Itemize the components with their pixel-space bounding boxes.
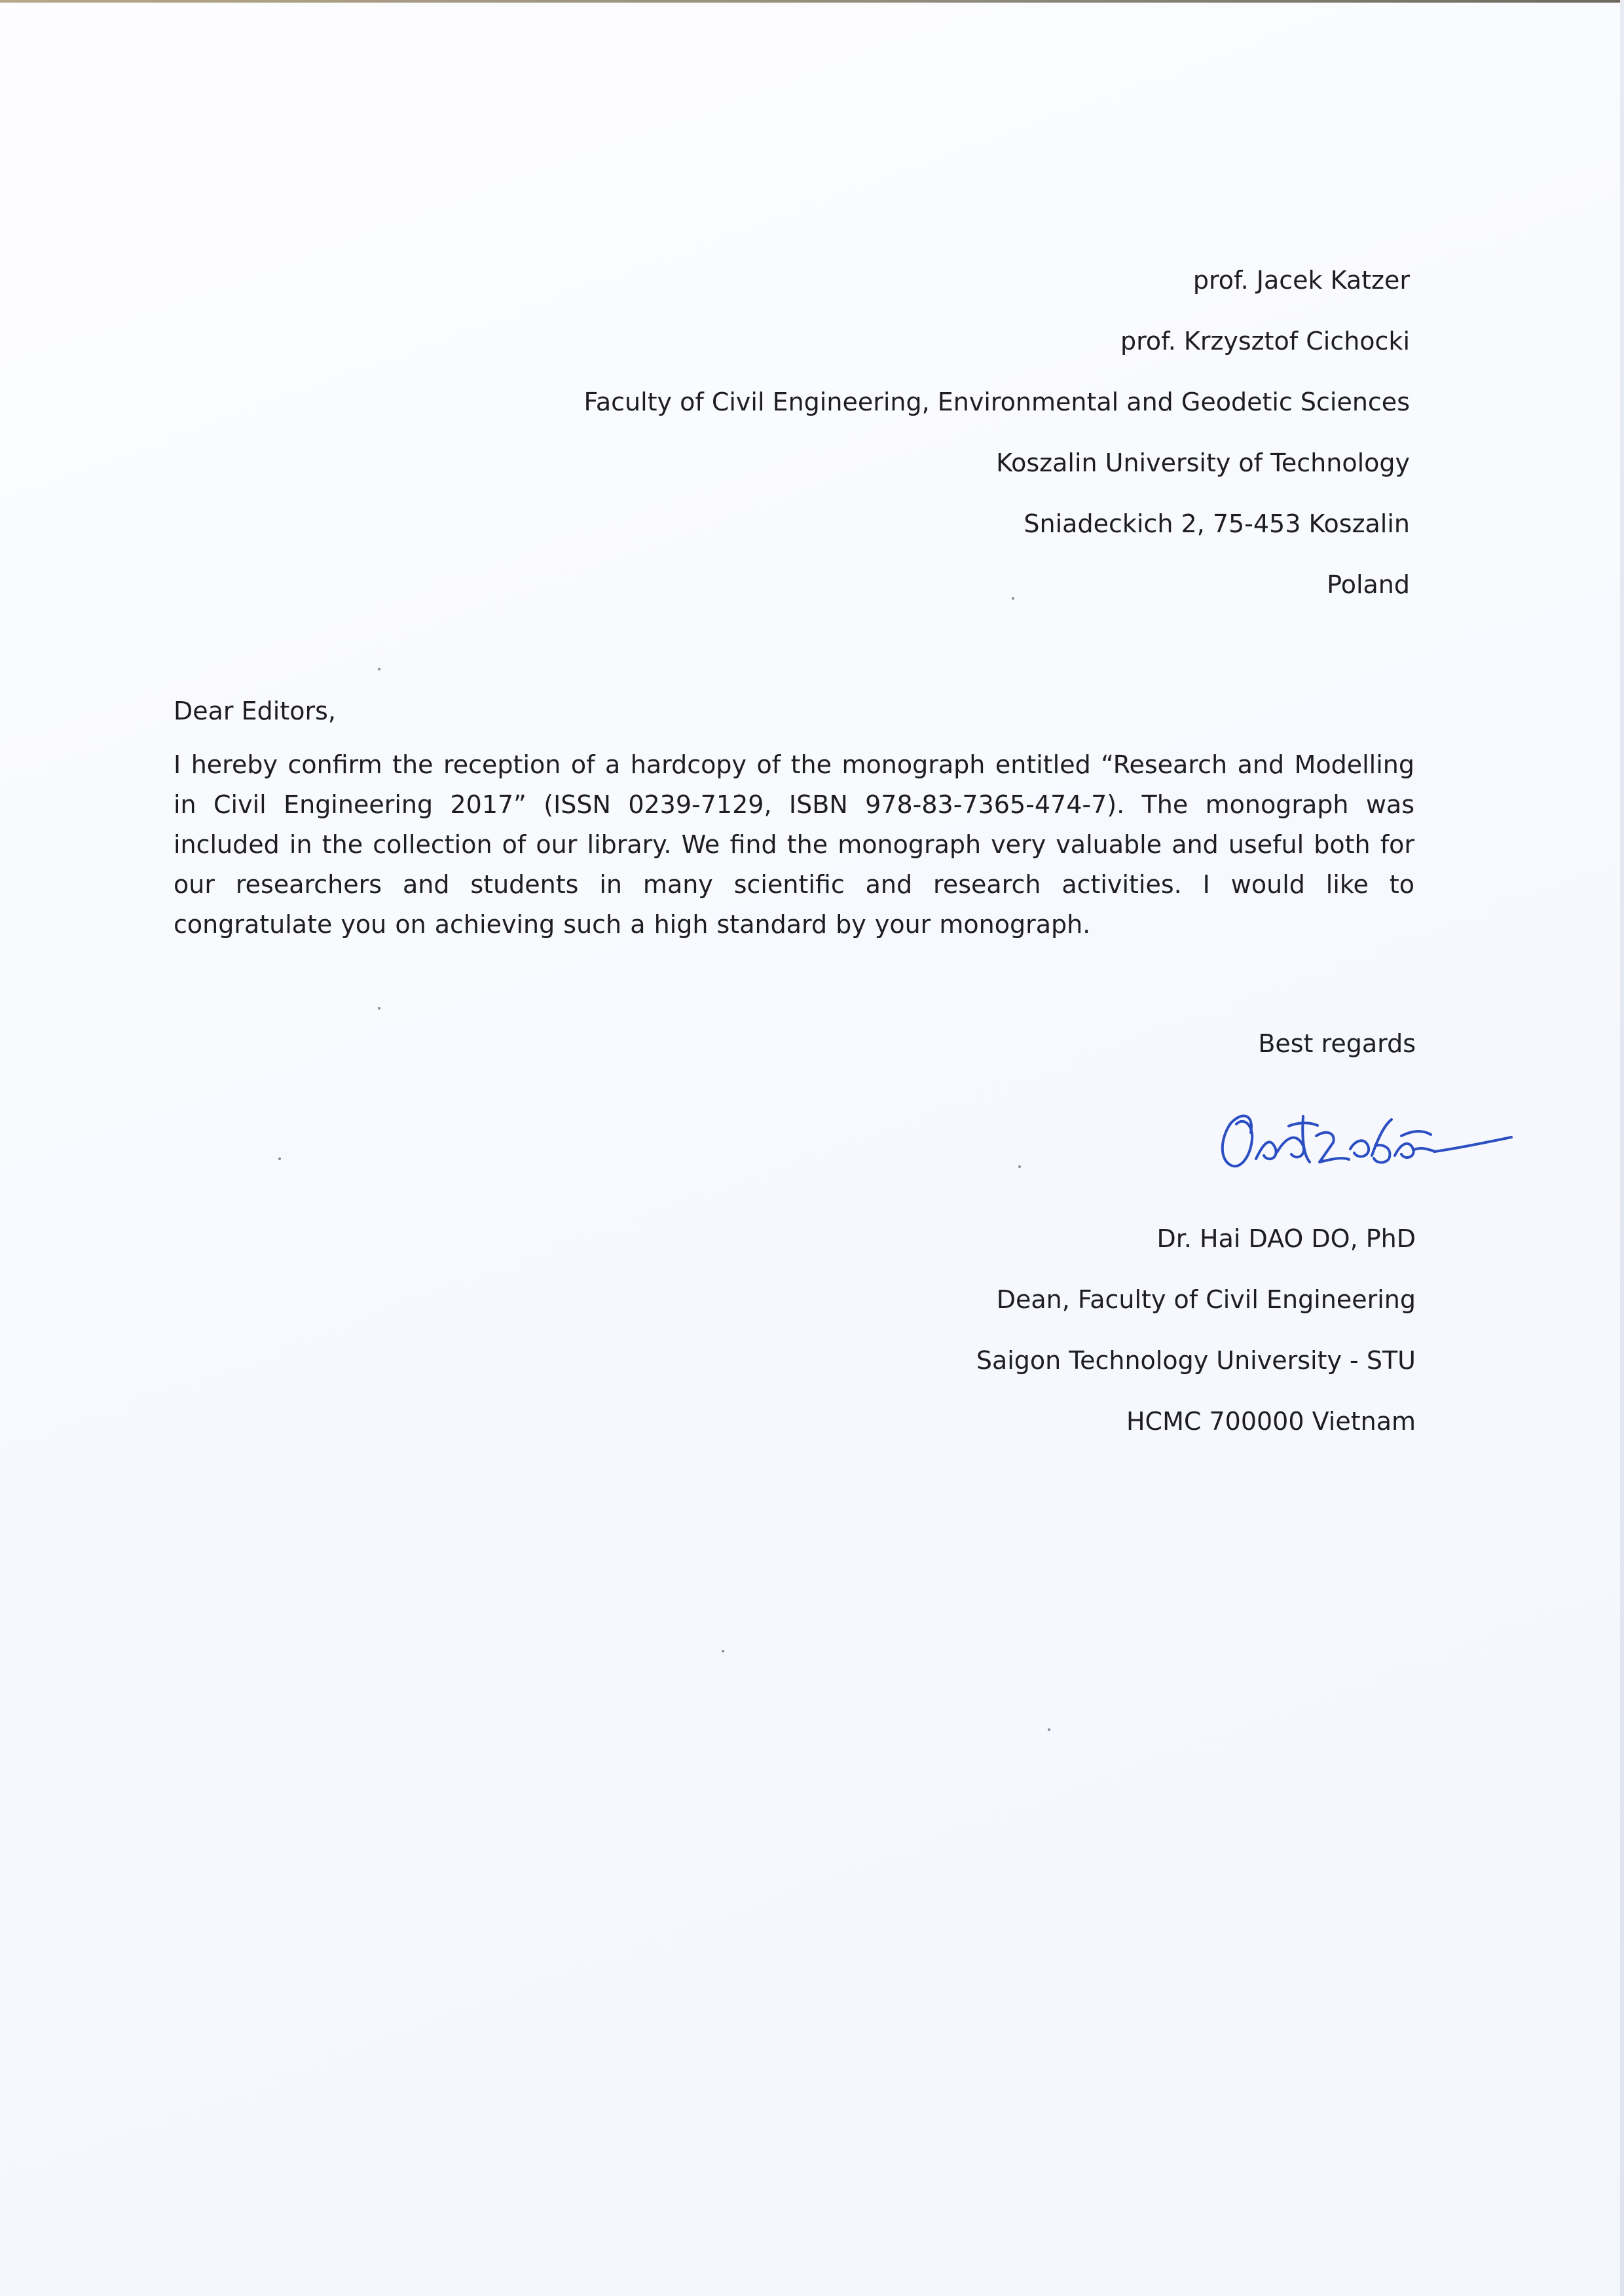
scan-speck xyxy=(1048,1728,1050,1731)
sender-title: Dean, Faculty of Civil Engineering xyxy=(996,1285,1416,1314)
scan-edge-top xyxy=(0,0,1624,3)
letter-body: I hereby confirm the reception of a hardcopy of the monograph entitled “Research and Modelling in Civil Engineering 2017” (ISSN 0239-7129, ISBN 978-83-7365-474-7). The monograph was included in the collection of our library. We find the monograph very valuable and useful both for our researchers and students in many scientific and research activities. I would like to congratulate you on achieving such a high standard by your monograph. xyxy=(174,750,1414,939)
sender-address: HCMC 700000 Vietnam xyxy=(1126,1407,1416,1436)
handwritten-signature xyxy=(1205,1097,1513,1182)
recipient-street: Sniadeckich 2, 75-453 Koszalin xyxy=(1024,509,1410,538)
scan-speck xyxy=(1012,597,1014,600)
sender-university: Saigon Technology University - STU xyxy=(976,1346,1416,1375)
recipient-address-block xyxy=(428,250,1410,615)
recipient-faculty: Faculty of Civil Engineering, Environmental and Geodetic Sciences xyxy=(583,388,1410,416)
scan-speck xyxy=(278,1157,281,1160)
recipient-name-1: prof. Jacek Katzer xyxy=(1192,266,1410,295)
recipient-university: Koszalin University of Technology xyxy=(996,448,1410,477)
recipient-country: Poland xyxy=(1327,570,1410,599)
sender-name: Dr. Hai DAO DO, PhD xyxy=(1156,1224,1416,1253)
scan-speck xyxy=(1018,1165,1021,1168)
scan-speck xyxy=(378,668,380,670)
scan-speck xyxy=(378,1007,380,1010)
scan-speck xyxy=(722,1650,724,1652)
recipient-name-2: prof. Krzysztof Cichocki xyxy=(1120,327,1410,355)
sender-block xyxy=(630,1209,1416,1452)
closing: Best regards xyxy=(1258,1029,1416,1058)
salutation: Dear Editors, xyxy=(174,697,336,725)
scan-edge-right xyxy=(1620,0,1624,2296)
